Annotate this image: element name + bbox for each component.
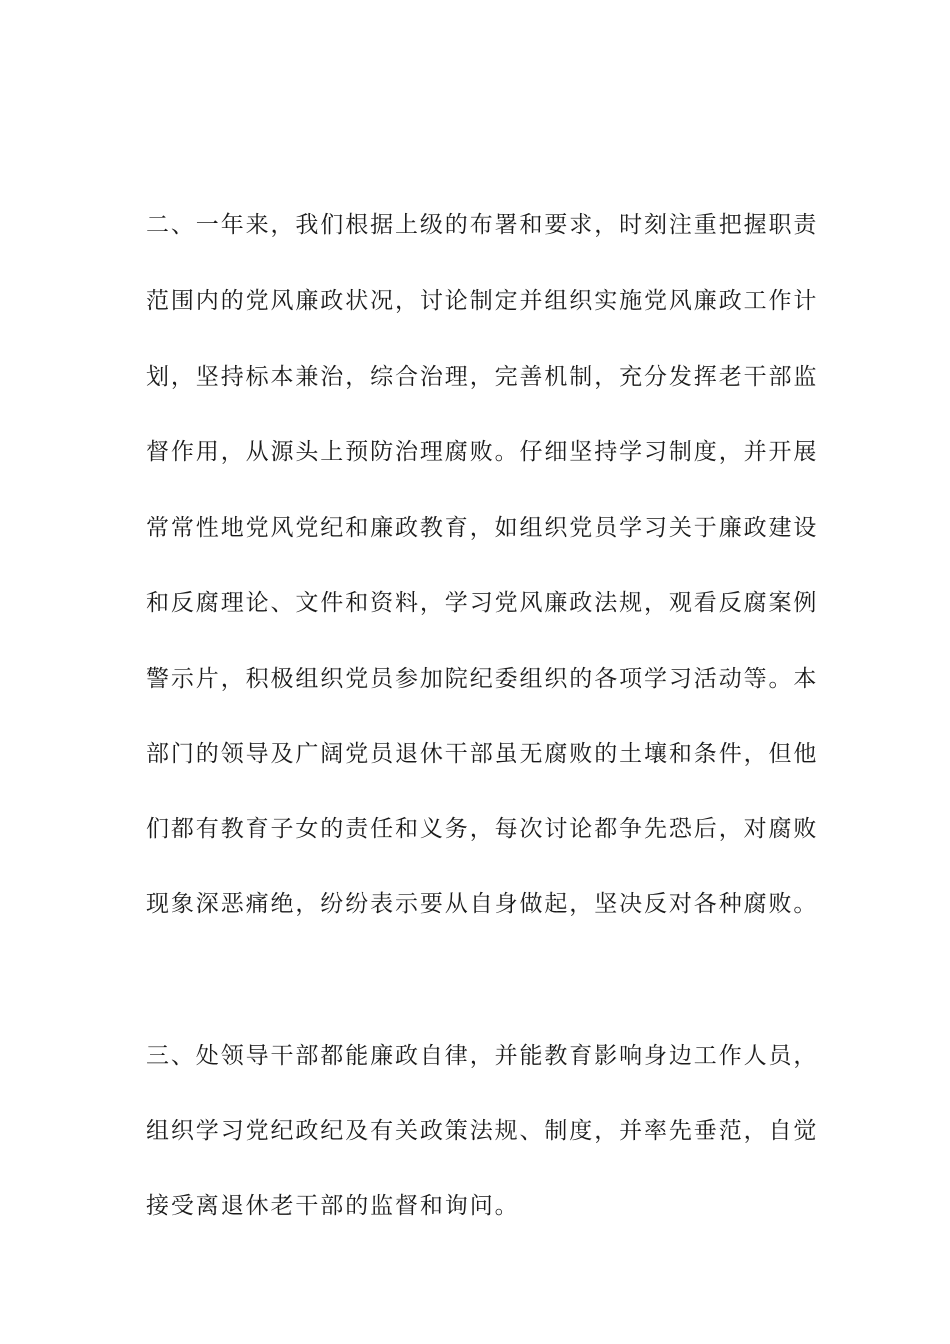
paragraph-line: 范围内的党风廉政状况，讨论制定并组织实施党风廉政工作计 [146, 288, 819, 314]
paragraph-line: 督作用，从源头上预防治理腐败。仔细坚持学习制度，并开展 [146, 439, 819, 465]
paragraph-line: 们都有教育子女的责任和义务，每次讨论都争先恐后，对腐败 [146, 816, 819, 842]
paragraph-line: 二、一年来，我们根据上级的布署和要求，时刻注重把握职责 [146, 212, 819, 238]
paragraph-line: 警示片，积极组织党员参加院纪委组织的各项学习活动等。本 [146, 666, 819, 692]
paragraph-line: 常常性地党风党纪和廉政教育，如组织党员学习关于廉政建设 [146, 515, 819, 541]
paragraph-line: 和反腐理论、文件和资料，学习党风廉政法规，观看反腐案例 [146, 590, 819, 616]
paragraph-line: 三、处领导干部都能廉政自律，并能教育影响身边工作人员， [146, 1043, 819, 1069]
paragraph-line: 接受离退休老干部的监督和询问。 [146, 1193, 520, 1219]
paragraph-line: 部门的领导及广阔党员退休干部虽无腐败的土壤和条件，但他 [146, 741, 819, 767]
paragraph-line: 组织学习党纪政纪及有关政策法规、制度，并率先垂范，自觉 [146, 1118, 819, 1144]
paragraph-line: 现象深恶痛绝，纷纷表示要从自身做起，坚决反对各种腐败。 [146, 891, 819, 917]
paragraph-line: 划，坚持标本兼治，综合治理，完善机制，充分发挥老干部监 [146, 364, 819, 390]
